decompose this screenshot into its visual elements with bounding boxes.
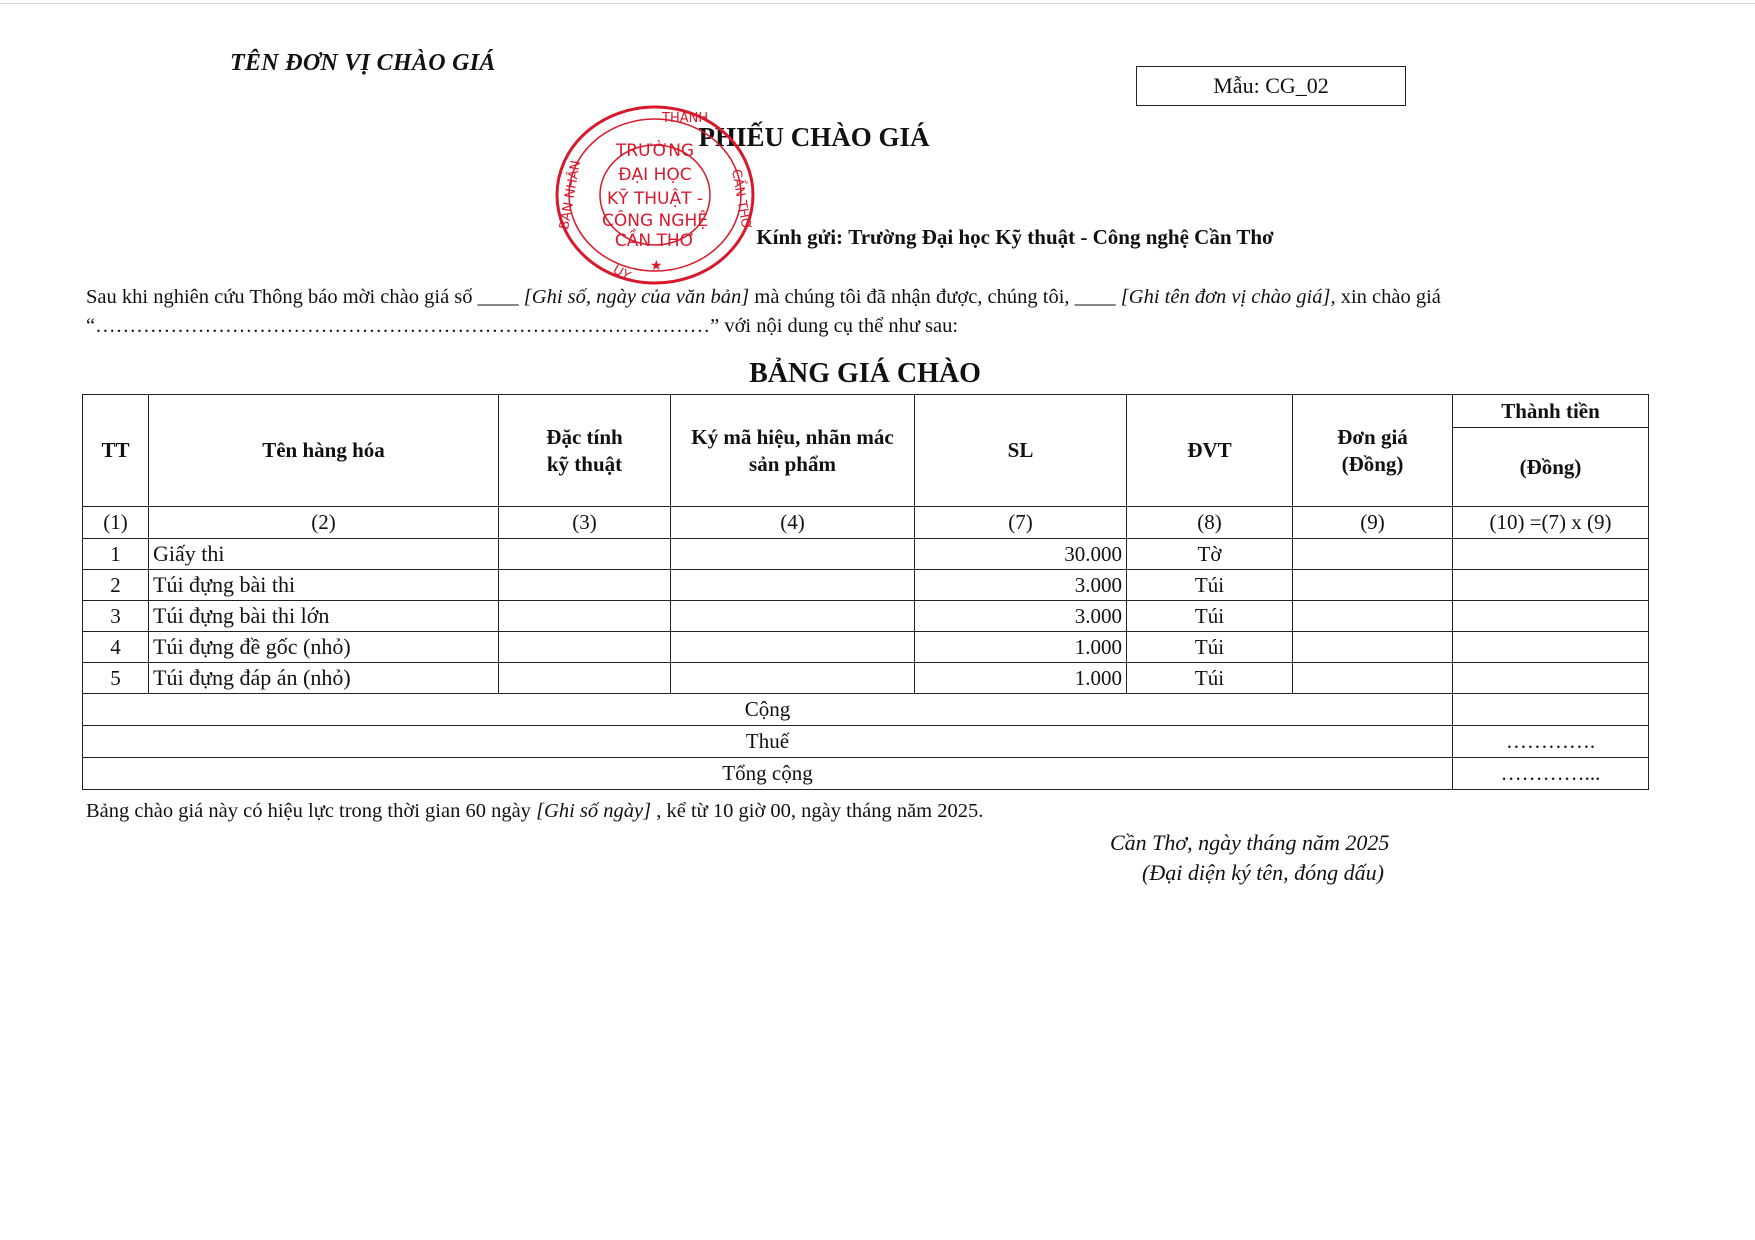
- tax-row: [83, 726, 1649, 758]
- row-qty: 30.000: [915, 539, 1127, 570]
- seal-line-3: KỸ THUẬT -: [606, 189, 704, 209]
- row-unit: Tờ: [1127, 539, 1293, 570]
- header-tt: TT: [83, 395, 149, 507]
- col-number: (8): [1127, 507, 1293, 539]
- col-number: (10) =(7) x (9): [1453, 507, 1649, 539]
- row-spec: [499, 539, 671, 570]
- column-number-row: [83, 507, 1649, 539]
- row-unit-price: [1293, 632, 1453, 663]
- table-row: [83, 601, 1649, 632]
- row-qty: 1.000: [915, 632, 1127, 663]
- row-name: Túi đựng bài thi lớn: [149, 601, 499, 632]
- header-spec-line-2: kỹ thuật: [546, 451, 623, 476]
- row-unit: Túi: [1127, 570, 1293, 601]
- header-name: Tên hàng hóa: [149, 395, 499, 507]
- seal-ring-left: BAN NHÂN: [557, 159, 585, 231]
- tax-value: ………….: [1453, 726, 1649, 758]
- row-spec: [499, 663, 671, 694]
- validity-statement: [86, 800, 983, 823]
- intro-paragraph-line-1: [86, 286, 1441, 309]
- seal-ring-top: THÀNH: [662, 111, 709, 126]
- header-unit-price: [1293, 395, 1453, 507]
- row-unit-price: [1293, 539, 1453, 570]
- recipient-name: Trường Đại học Kỹ thuật - Công nghệ Cần Thơ: [848, 225, 1274, 249]
- row-name: Túi đựng đáp án (nhỏ): [149, 663, 499, 694]
- row-total: [1453, 632, 1649, 663]
- validity-text-2: , kể từ 10 giờ 00, ngày tháng năm 2025.: [651, 800, 984, 822]
- header-brand-line-2: sản phẩm: [749, 451, 836, 476]
- form-code: Mẫu: CG_02: [1213, 73, 1329, 98]
- row-tt: 4: [83, 632, 149, 663]
- row-brand: [671, 539, 915, 570]
- row-unit-price: [1293, 570, 1453, 601]
- red-seal-stamp: [550, 100, 760, 290]
- header-spec: [499, 395, 671, 507]
- row-brand: [671, 663, 915, 694]
- header-unit: ĐVT: [1127, 395, 1293, 507]
- price-table: [82, 394, 1649, 790]
- row-brand: [671, 601, 915, 632]
- row-tt: 2: [83, 570, 149, 601]
- row-tt: 3: [83, 601, 149, 632]
- header-spec-line-1: Đặc tính: [546, 424, 623, 449]
- recipient-line: [0, 225, 1755, 250]
- row-unit-price: [1293, 601, 1453, 632]
- grand-total-label: Tổng cộng: [83, 758, 1453, 790]
- row-brand: [671, 632, 915, 663]
- grand-total-value: …………...: [1453, 758, 1649, 790]
- row-tt: 5: [83, 663, 149, 694]
- seal-line-4: CÔNG NGHỆ: [602, 211, 708, 231]
- validity-days-placeholder: [Ghi số ngày]: [536, 800, 652, 822]
- scan-edge-line: [0, 3, 1755, 4]
- row-total: [1453, 570, 1649, 601]
- row-unit: Túi: [1127, 632, 1293, 663]
- intro-ref-placeholder: [Ghi số, ngày của văn bản]: [523, 286, 750, 308]
- subtotal-value: [1453, 694, 1649, 726]
- header-total-bottom: (Đồng): [1453, 428, 1649, 507]
- row-qty: 3.000: [915, 570, 1127, 601]
- seal-line-5: CẦN THƠ: [614, 231, 696, 251]
- col-number: (4): [671, 507, 915, 539]
- seal-line-1: TRƯỜNG: [615, 141, 695, 161]
- header-brand: [671, 395, 915, 507]
- col-number: (1): [83, 507, 149, 539]
- row-spec: [499, 601, 671, 632]
- intro-text-3: xin chào giá: [1335, 286, 1441, 308]
- row-brand: [671, 570, 915, 601]
- row-unit: Túi: [1127, 601, 1293, 632]
- table-row: [83, 632, 1649, 663]
- table-title: BẢNG GIÁ CHÀO: [749, 358, 981, 389]
- seal-ring-right: CẦN THƠ: [728, 168, 754, 232]
- row-qty: 1.000: [915, 663, 1127, 694]
- grand-total-row: [83, 758, 1649, 790]
- row-tt: 1: [83, 539, 149, 570]
- row-unit: Túi: [1127, 663, 1293, 694]
- validity-text-1: Bảng chào giá này có hiệu lực trong thời gian 60 ngày: [86, 800, 537, 822]
- row-name: Túi đựng bài thi: [149, 570, 499, 601]
- row-unit-price: [1293, 663, 1453, 694]
- recipient-label: Kính gửi:: [756, 225, 844, 249]
- sender-placeholder: TÊN ĐƠN VỊ CHÀO GIÁ: [230, 50, 496, 76]
- header-qty: SL: [915, 395, 1127, 507]
- col-number: (3): [499, 507, 671, 539]
- row-name: Túi đựng đề gốc (nhỏ): [149, 632, 499, 663]
- intro-text-2: mà chúng tôi đã nhận được, chúng tôi, ____: [749, 286, 1121, 308]
- intro-text-1: Sau khi nghiên cứu Thông báo mời chào giá số ____: [86, 286, 524, 308]
- header-brand-line-1: Ký mã hiệu, nhãn mác: [691, 424, 894, 449]
- seal-star-icon: ★: [650, 258, 663, 274]
- table-row: [83, 539, 1649, 570]
- table-header-row: [83, 395, 1649, 428]
- row-total: [1453, 539, 1649, 570]
- row-name: Giấy thi: [149, 539, 499, 570]
- intro-paragraph-line-2: “………………………………………………………………………………” với nội dung cụ thể như sau:: [86, 315, 959, 337]
- col-number: (7): [915, 507, 1127, 539]
- row-qty: 3.000: [915, 601, 1127, 632]
- row-spec: [499, 632, 671, 663]
- document-title: PHIẾU CHÀO GIÁ: [698, 122, 930, 152]
- form-code-box: [1136, 66, 1406, 106]
- place-and-date: Cần Thơ, ngày tháng năm 2025: [1110, 830, 1390, 855]
- seal-line-2: ĐẠI HỌC: [618, 165, 692, 185]
- seal-ring-bottom: UY: [610, 262, 633, 285]
- header-total-top: Thành tiền: [1453, 395, 1649, 428]
- col-number: (2): [149, 507, 499, 539]
- intro-sender-placeholder: [Ghi tên đơn vị chào giá],: [1120, 286, 1336, 308]
- table-row: [83, 663, 1649, 694]
- row-total: [1453, 663, 1649, 694]
- header-price-line-1: Đơn giá: [1337, 424, 1408, 449]
- header-price-line-2: (Đồng): [1341, 451, 1404, 476]
- table-row: [83, 570, 1649, 601]
- subtotal-label: Cộng: [83, 694, 1453, 726]
- row-spec: [499, 570, 671, 601]
- subtotal-row: [83, 694, 1649, 726]
- signature-note: (Đại diện ký tên, đóng dấu): [1142, 860, 1384, 885]
- tax-label: Thuế: [83, 726, 1453, 758]
- row-total: [1453, 601, 1649, 632]
- col-number: (9): [1293, 507, 1453, 539]
